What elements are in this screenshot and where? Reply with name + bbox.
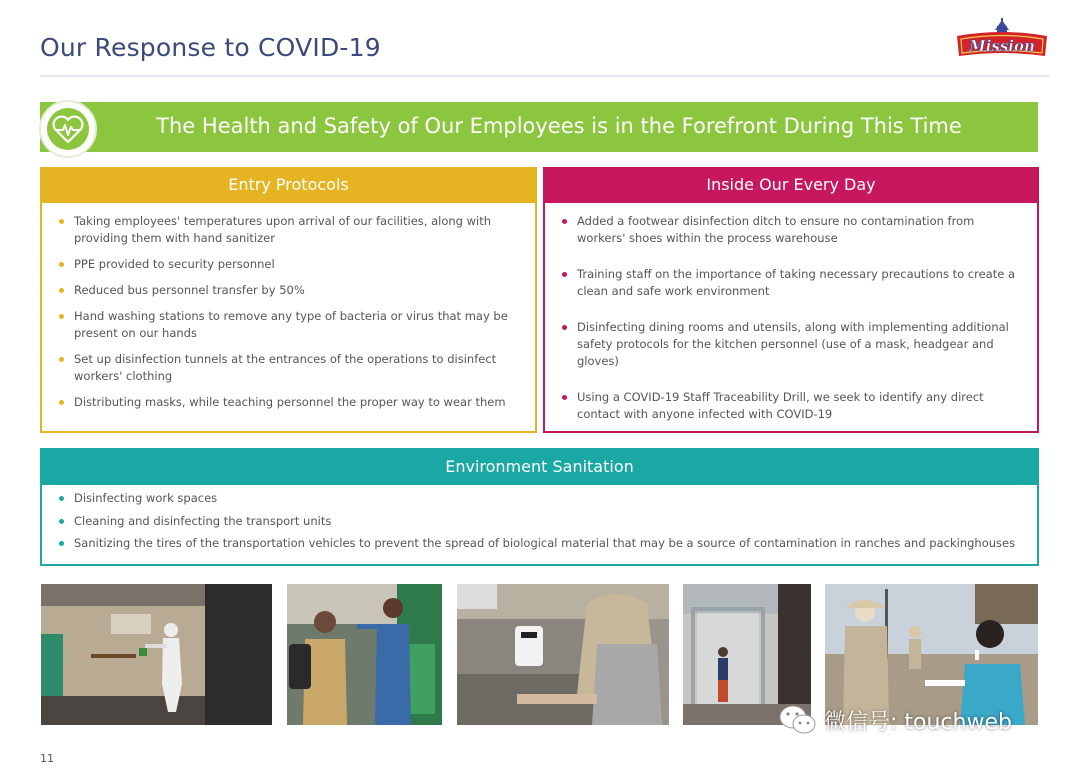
wechat-watermark: [778, 700, 1012, 740]
title-divider: [40, 75, 1050, 77]
list-item: Cleaning and disinfecting the transport units: [42, 513, 1037, 530]
list-item: Distributing masks, while teaching personnel the proper way to wear them: [42, 394, 535, 411]
list-item: Disinfecting dining rooms and utensils, along with implementing additional safety protocols for the kitchen personnel (use of a mask, headgear and gloves): [545, 319, 1037, 370]
photo-temperature-check: [287, 584, 442, 725]
svg-text:Mission: Mission: [969, 37, 1035, 55]
watermark-text: 微信号: touchweb: [824, 709, 1012, 735]
banner-text: The Health and Safety of Our Employees is in the Forefront During This Time: [156, 114, 962, 138]
list-item: Reduced bus personnel transfer by 50%: [42, 282, 535, 299]
mission-logo: [953, 18, 1051, 62]
list-item: Hand washing stations to remove any type of bacteria or virus that may be present on our hands: [42, 308, 535, 342]
list-item: PPE provided to security personnel: [42, 256, 535, 273]
inside-every-day-panel: [543, 167, 1039, 433]
environment-sanitation-panel: [40, 448, 1039, 566]
list-item: Using a COVID-19 Staff Traceability Drill, we seek to identify any direct contact with anyone infected with COVID-19: [545, 389, 1037, 423]
page-title: Our Response to COVID-19: [40, 33, 381, 62]
entry-protocols-panel: [40, 167, 537, 433]
list-item: Disinfecting work spaces: [42, 490, 1037, 507]
list-item: Set up disinfection tunnels at the entrances of the operations to disinfect workers' clothing: [42, 351, 535, 385]
heart-pulse-icon: [38, 99, 98, 159]
list-item: Sanitizing the tires of the transportation vehicles to prevent the spread of biological material that may be a source of contamination in ranches and packinghouses: [42, 535, 1037, 552]
photo-hand-washing-station: [457, 584, 669, 725]
entry-protocols-title: Entry Protocols: [40, 167, 537, 203]
photo-disinfection-spraying: [41, 584, 272, 725]
safety-banner: [40, 102, 1038, 152]
inside-every-day-title: Inside Our Every Day: [543, 167, 1039, 203]
list-item: Training staff on the importance of taking necessary precautions to create a clean and safe work environment: [545, 266, 1037, 300]
wechat-icon: [778, 703, 818, 737]
list-item: Taking employees' temperatures upon arrival of our facilities, along with providing them with hand sanitizer: [42, 213, 535, 247]
list-item: Added a footwear disinfection ditch to ensure no contamination from workers' shoes within the process warehouse: [545, 213, 1037, 247]
page-number: 11: [40, 752, 54, 765]
environment-sanitation-title: Environment Sanitation: [40, 448, 1039, 485]
